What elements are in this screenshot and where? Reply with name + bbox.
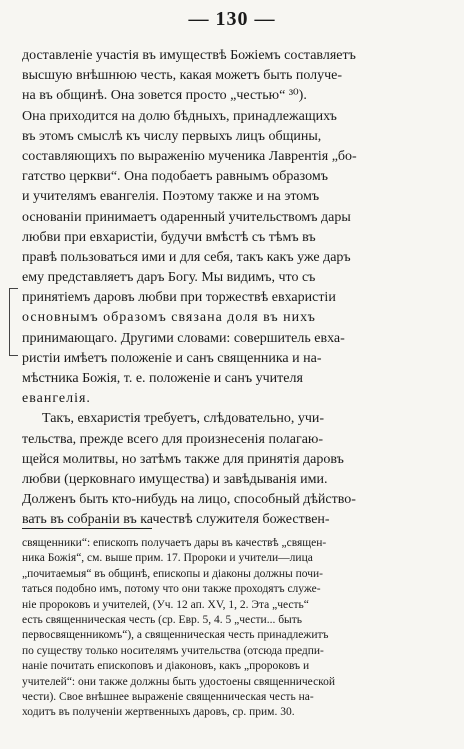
text-line: высшую внѣшнюю честь, какая можетъ быть получе- bbox=[22, 68, 343, 84]
text-line: на въ общинѣ. Она зовется просто „честью“ ³⁰). bbox=[22, 88, 307, 104]
text-line: евангелія. bbox=[22, 391, 91, 407]
text-line: правѣ пользоваться ими и для себя, такъ какъ уже даръ bbox=[22, 249, 351, 265]
text-line: гатство церкви“. Она подобаетъ равнымъ образомъ bbox=[22, 169, 328, 185]
text-line: Долженъ быть кто-нибудь на лицо, способный дѣйство- bbox=[22, 492, 356, 508]
footnote-line: первосвященникомъ“), а священническая честь принадлежитъ bbox=[22, 629, 329, 642]
margin-bracket-mark bbox=[9, 288, 18, 356]
footnotes bbox=[22, 536, 454, 721]
text-line: доставленіе участія въ имуществѣ Божіемъ составляетъ bbox=[22, 48, 356, 63]
footnote-line: ніе пророковъ и учителей, (Уч. 12 ап. XV, 1, 2. Эта „честь“ bbox=[22, 598, 309, 611]
text-line: принимающаго. Другими словами: совершитель евха- bbox=[22, 330, 345, 346]
footnote-divider bbox=[22, 528, 152, 529]
page-number: — 130 — bbox=[188, 8, 276, 30]
text-line: любви при евхаристіи, будучи вмѣстѣ съ тѣмъ въ bbox=[22, 229, 316, 245]
footnote-line: ходитъ въ полученіи жертвенныхъ даровъ, ср. прим. 30. bbox=[22, 706, 295, 719]
footnote-line: наніе почитать епископовъ и діаконовъ, какъ „пророковъ и bbox=[22, 660, 310, 673]
text-line: вать въ собраніи въ качествѣ служителя божествен- bbox=[22, 512, 330, 528]
text-line: щейся молитвы, но затѣмъ также для принятія даровъ bbox=[22, 451, 344, 467]
text-line: тельства, прежде всего для произнесенія полагаю- bbox=[22, 431, 324, 447]
text-line: принятіемъ даровъ любви при торжествѣ евхаристіи bbox=[22, 290, 336, 306]
text-line: основнымъ образомъ связана доля въ нихъ bbox=[22, 310, 316, 326]
footnote-line: ника Божія“, см. выше прим. 17. Пророки и учители—лица bbox=[22, 552, 313, 565]
footnote-line: священники“: епископъ получаетъ дары въ качествѣ „священ- bbox=[22, 537, 327, 549]
text-line: въ этомъ смыслѣ къ числу первыхъ лицъ общины, bbox=[22, 128, 322, 144]
footnote-line: есть священническая честь (ср. Евр. 5, 4. 5 „чести... быть bbox=[22, 613, 303, 626]
footnote-line: таться подобно имъ, потому что они также проходятъ служе- bbox=[22, 583, 321, 596]
text-line: мѣстника Божія, т. е. положеніе и санъ учителя bbox=[22, 371, 303, 386]
footnote-line: чести). Свое внѣшнее выраженіе священническая честь на- bbox=[22, 690, 314, 703]
footnote-line: „почитаемыя“ въ общинѣ, епископы и діаконы должны почи- bbox=[22, 567, 323, 580]
footnote-line: по существу только носителямъ учительства (отсюда предпи- bbox=[22, 644, 324, 657]
paragraph-start: Такъ, евхаристія требуетъ, слѣдовательно, учи- bbox=[42, 411, 325, 427]
text-line: ристіи имѣетъ положеніе и санъ священника и на- bbox=[22, 350, 322, 366]
text-line: Она приходится на долю бѣдныхъ, принадлежащихъ bbox=[22, 108, 337, 124]
text-line: и учителямъ евангелія. Поэтому также и на этомъ bbox=[22, 189, 320, 205]
text-line bbox=[22, 409, 454, 429]
text-line: основаніи принимаетъ одаренный учительствомъ дары bbox=[22, 209, 351, 225]
text-line: составляющихъ по выраженію мученика Лаврентія „бо- bbox=[22, 148, 357, 164]
text-line: любви (церковнаго имущества) и завѣдыванія ими. bbox=[22, 471, 328, 487]
footnote-line: учителей“: они также должны быть удостоены священнической bbox=[22, 675, 336, 688]
main-text bbox=[22, 46, 454, 531]
text-line: ему представляетъ даръ Богу. Мы видимъ, что съ bbox=[22, 270, 316, 286]
